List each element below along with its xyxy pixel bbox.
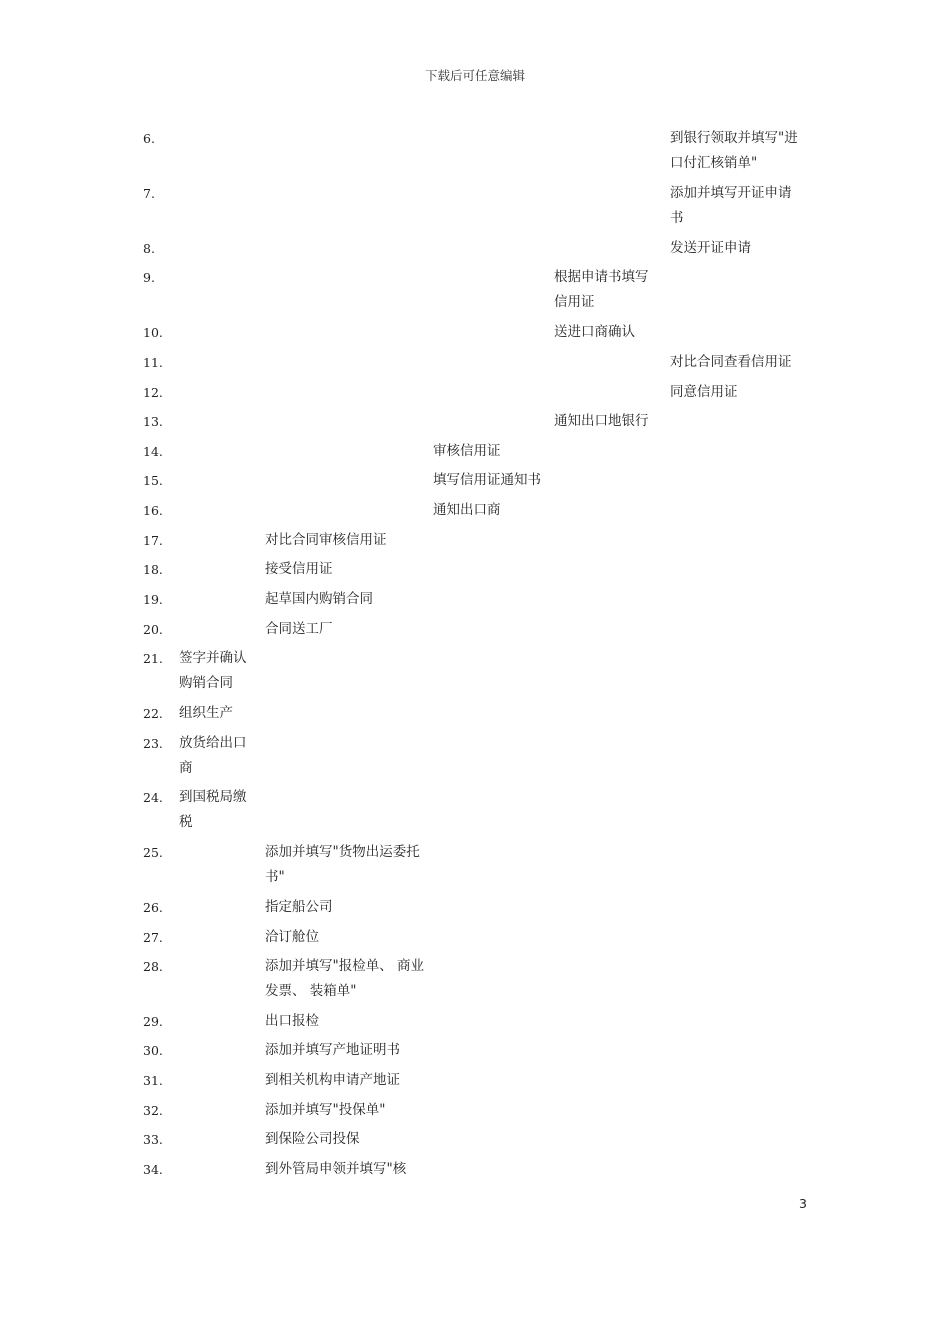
step-cell-col2: 出口报检 bbox=[265, 1013, 319, 1029]
step-cell-col3: 审核信用证 bbox=[433, 443, 501, 459]
step-number: 34. bbox=[143, 1162, 163, 1177]
step-cell-col2: 起草国内购销合同 bbox=[265, 591, 373, 607]
step-cell-col1: 签字并确认购销合同 bbox=[179, 650, 247, 691]
step-number: 27. bbox=[143, 930, 163, 945]
step-number: 26. bbox=[143, 900, 163, 915]
step-cell-col5: 同意信用证 bbox=[670, 384, 738, 400]
step-cell-col1: 放货给出口商 bbox=[179, 735, 247, 776]
step-cell-col4: 送进口商确认 bbox=[554, 324, 635, 340]
step-number: 7. bbox=[143, 186, 155, 201]
step-cell-col5: 对比合同查看信用证 bbox=[670, 354, 792, 370]
step-cell-col3: 通知出口商 bbox=[433, 502, 501, 518]
step-number: 29. bbox=[143, 1014, 163, 1029]
step-number: 30. bbox=[143, 1043, 163, 1058]
step-number: 13. bbox=[143, 414, 163, 429]
step-number: 18. bbox=[143, 562, 163, 577]
step-cell-col2: 添加并填写"投保单" bbox=[265, 1102, 386, 1118]
step-number: 9. bbox=[143, 270, 155, 285]
step-cell-col2: 到外管局申领并填写"核 bbox=[265, 1161, 407, 1177]
page-header: 下载后可任意编辑 bbox=[424, 68, 525, 83]
step-number: 6. bbox=[143, 131, 155, 146]
step-cell-col2: 添加并填写产地证明书 bbox=[265, 1042, 400, 1058]
step-number: 14. bbox=[143, 444, 163, 459]
step-number: 12. bbox=[143, 385, 163, 400]
step-cell-col2: 到保险公司投保 bbox=[265, 1131, 360, 1147]
step-number: 21. bbox=[143, 651, 163, 666]
step-number: 8. bbox=[143, 241, 155, 256]
step-number: 16. bbox=[143, 503, 163, 518]
step-cell-col2: 到相关机构申请产地证 bbox=[265, 1072, 400, 1088]
step-cell-col1: 到国税局缴税 bbox=[179, 789, 247, 830]
step-cell-col4: 根据申请书填写信用证 bbox=[554, 269, 649, 310]
step-number: 19. bbox=[143, 592, 163, 607]
step-cell-col2: 对比合同审核信用证 bbox=[265, 532, 387, 548]
step-number: 24. bbox=[143, 790, 163, 805]
step-number: 31. bbox=[143, 1073, 163, 1088]
step-cell-col5: 发送开证申请 bbox=[670, 240, 751, 256]
step-number: 33. bbox=[143, 1132, 163, 1147]
step-number: 25. bbox=[143, 845, 163, 860]
step-cell-col2: 指定船公司 bbox=[265, 899, 333, 915]
step-number: 10. bbox=[143, 325, 163, 340]
step-cell-col2: 添加并填写"货物出运委托书" bbox=[265, 844, 420, 885]
step-number: 23. bbox=[143, 736, 163, 751]
step-cell-col2: 接受信用证 bbox=[265, 561, 333, 577]
step-cell-col1: 组织生产 bbox=[179, 705, 233, 721]
step-number: 22. bbox=[143, 706, 163, 721]
step-number: 20. bbox=[143, 622, 163, 637]
step-cell-col2: 添加并填写"报检单、 商业发票、 装箱单" bbox=[265, 958, 425, 999]
step-cell-col5: 添加并填写开证申请书 bbox=[670, 185, 792, 226]
step-cell-col2: 洽订舱位 bbox=[265, 929, 319, 945]
page-number: 3 bbox=[799, 1196, 807, 1211]
step-cell-col4: 通知出口地银行 bbox=[554, 413, 649, 429]
step-number: 11. bbox=[143, 355, 163, 370]
step-cell-col2: 合同送工厂 bbox=[265, 621, 333, 637]
step-number: 32. bbox=[143, 1103, 163, 1118]
step-cell-col5: 到银行领取并填写"进口付汇核销单" bbox=[670, 130, 798, 171]
step-cell-col3: 填写信用证通知书 bbox=[433, 472, 541, 488]
step-number: 28. bbox=[143, 959, 163, 974]
step-number: 15. bbox=[143, 473, 163, 488]
step-number: 17. bbox=[143, 533, 163, 548]
